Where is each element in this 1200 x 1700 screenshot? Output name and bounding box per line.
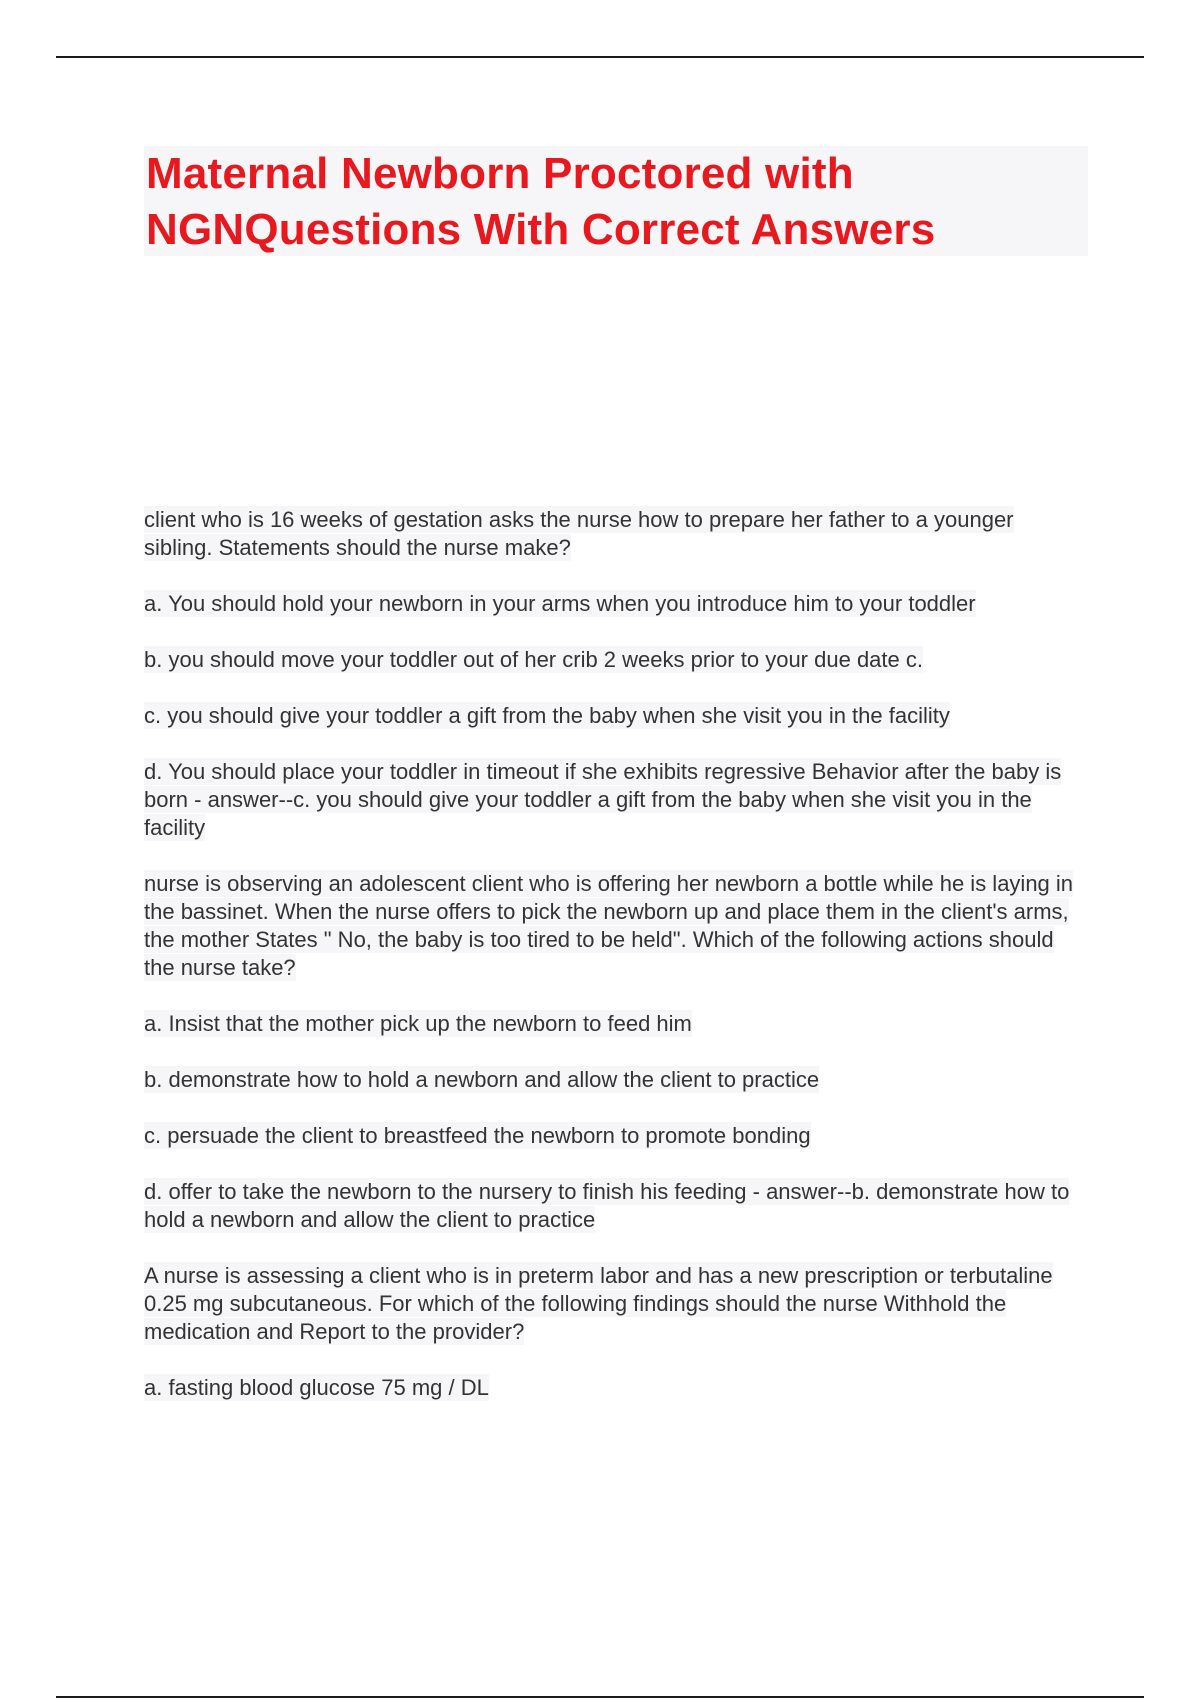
question-2-option-c: c. persuade the client to breastfeed the newborn to promote bonding bbox=[144, 1123, 811, 1148]
question-1-option-a: a. You should hold your newborn in your arms when you introduce him to your toddler bbox=[144, 591, 976, 616]
question-2-option-a: a. Insist that the mother pick up the newborn to feed him bbox=[144, 1011, 692, 1036]
title-line-2: NGNQuestions With Correct Answers bbox=[146, 205, 936, 254]
question-1-option-c: c. you should give your toddler a gift from the baby when she visit you in the facility bbox=[144, 703, 950, 728]
header-rule bbox=[56, 56, 1144, 58]
document-title bbox=[144, 146, 1088, 258]
question-2-stem: nurse is observing an adolescent client who is offering her newborn a bottle while he is laying in the bassinet. When the nurse offers to pick the newborn up and place them in the client's arms, the mother States " No, the baby is too tired to be held". Which of the following actions should the nurse take? bbox=[144, 871, 1074, 980]
question-1-option-b: b. you should move your toddler out of her crib 2 weeks prior to your due date c. bbox=[144, 647, 923, 672]
question-list bbox=[144, 506, 1088, 1430]
footer-rule bbox=[56, 1696, 1144, 1698]
title-line-1: Maternal Newborn Proctored with bbox=[146, 149, 854, 198]
question-1-option-d-answer: d. You should place your toddler in timeout if she exhibits regressive Behavior after the baby is born - answer--c. you should give your toddler a gift from the baby when she visit you in the facility bbox=[144, 759, 1062, 840]
question-3-option-a: a. fasting blood glucose 75 mg / DL bbox=[144, 1375, 489, 1400]
question-1-stem: client who is 16 weeks of gestation asks the nurse how to prepare her father to a younger sibling. Statements should the nurse make? bbox=[144, 507, 1014, 560]
question-2-option-d-answer: d. offer to take the newborn to the nursery to finish his feeding - answer--b. demonstrate how to hold a newborn and allow the client to practice bbox=[144, 1179, 1070, 1232]
question-3-stem: A nurse is assessing a client who is in preterm labor and has a new prescription or terbutaline 0.25 mg subcutaneous. For which of the following findings should the nurse Withhold the medication and Report to the provider? bbox=[144, 1263, 1053, 1344]
title-block bbox=[144, 146, 1088, 256]
question-2-option-b: b. demonstrate how to hold a newborn and allow the client to practice bbox=[144, 1067, 820, 1092]
